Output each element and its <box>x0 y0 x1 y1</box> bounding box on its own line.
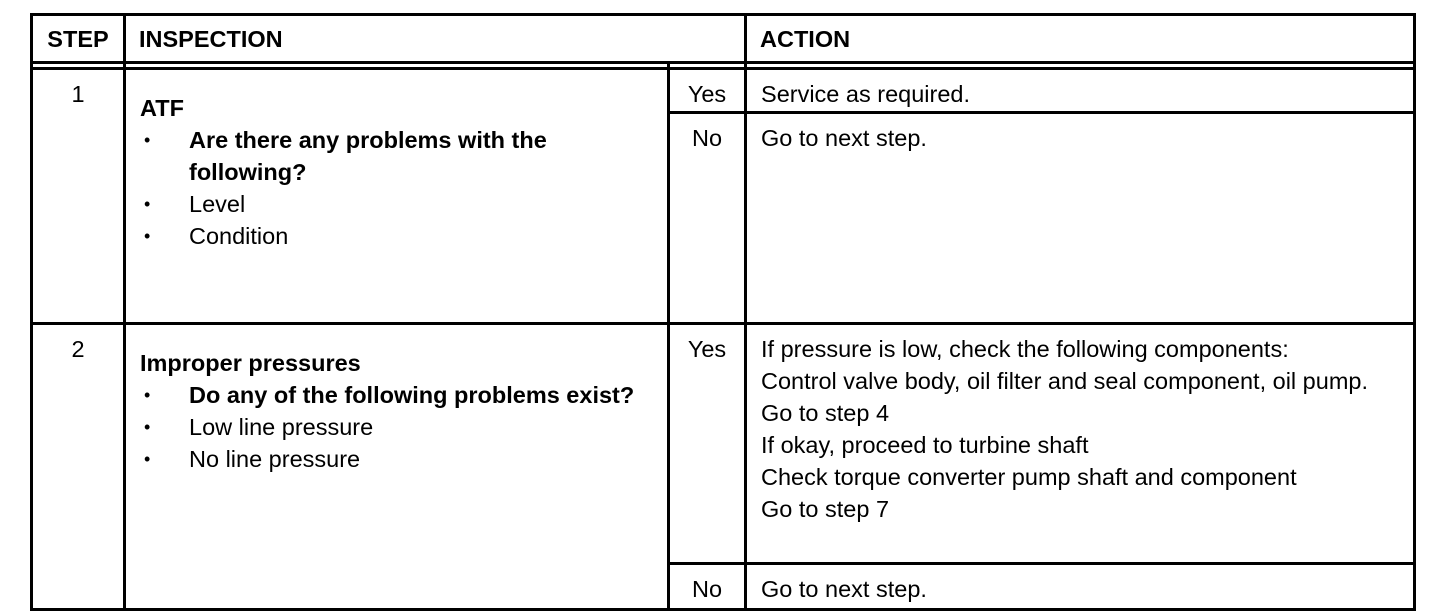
step-number: 1 <box>32 69 125 324</box>
yes-label: Yes <box>669 324 746 564</box>
no-action <box>746 564 1415 610</box>
yes-action <box>746 69 1415 113</box>
inspection-item: • Level <box>140 188 657 220</box>
action-line: If pressure is low, check the following components: <box>761 336 1289 362</box>
inspection-cell <box>125 324 669 610</box>
inspection-title: Improper pressures <box>140 350 361 376</box>
inspection-question: • Are there any problems with the following? <box>140 124 657 188</box>
action-line: Go to step 4 <box>761 400 890 426</box>
no-label: No <box>669 564 746 610</box>
no-label: No <box>669 113 746 324</box>
inspection-item: • No line pressure <box>140 443 657 475</box>
inspection-list <box>140 379 657 475</box>
header-inspection <box>125 15 746 63</box>
inspection-question: • Do any of the following problems exist? <box>140 379 657 411</box>
table-row <box>32 324 1415 564</box>
header-step: STEP <box>32 15 125 63</box>
yes-label: Yes <box>669 69 746 113</box>
action-line: Go to step 7 <box>761 496 890 522</box>
action-line: Go to next step. <box>761 125 927 151</box>
no-action <box>746 113 1415 324</box>
header-action-label: ACTION <box>760 25 851 52</box>
inspection-list <box>140 124 657 252</box>
inspection-cell <box>125 69 669 324</box>
step-number: 2 <box>32 324 125 610</box>
table-row <box>32 69 1415 113</box>
header-action <box>746 15 1415 63</box>
yes-action <box>746 324 1415 564</box>
action-line: Go to next step. <box>761 576 927 602</box>
table-header-row <box>32 15 1415 63</box>
action-line: Service as required. <box>761 81 971 107</box>
header-inspection-label: INSPECTION <box>139 25 283 52</box>
action-line: Check torque converter pump shaft and component <box>761 464 1297 490</box>
inspection-item: • Low line pressure <box>140 411 657 443</box>
action-line: If okay, proceed to turbine shaft <box>761 432 1089 458</box>
inspection-item: • Condition <box>140 220 657 252</box>
diagnostic-table <box>30 13 1416 611</box>
inspection-title: ATF <box>140 95 184 121</box>
action-line: Control valve body, oil filter and seal component, oil pump. <box>761 368 1368 394</box>
